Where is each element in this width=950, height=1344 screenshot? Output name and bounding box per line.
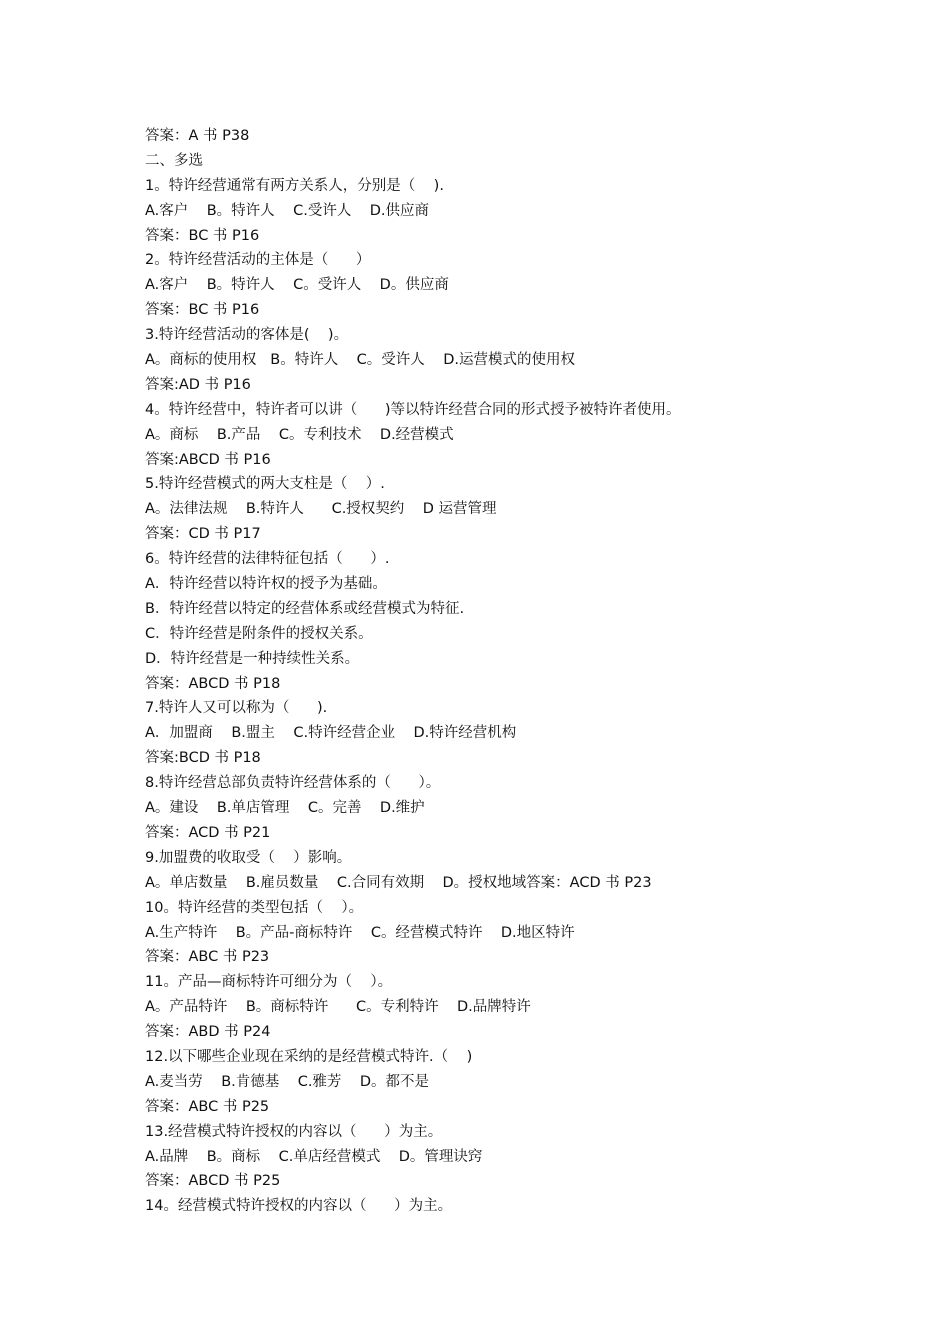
question-line: 1。特许经营通常有两方关系人，分别是（ ). — [145, 177, 444, 194]
answer-line: 答案：A 书 P38 — [145, 128, 250, 144]
answer-line: 答案：BC 书 P16 — [145, 227, 260, 244]
options-line: A.客户 B。特许人 C。受许人 D。供应商 — [145, 277, 449, 294]
question-line: 4。特许经营中，特许者可以讲（ )等以特许经营合同的形式授予被特许者使用。 — [145, 401, 681, 418]
options-line: A。建设 B.单店管理 C。完善 D.维护 — [145, 800, 425, 817]
question-line: 13.经营模式特许授权的内容以（ ）为主。 — [145, 1123, 443, 1140]
question-line: 10。特许经营的类型包括（ ）。 — [145, 899, 364, 916]
option-line: D．特许经营是一种持续性关系。 — [145, 650, 360, 667]
options-line: A.麦当劳 B.肯德基 C.雅芳 D。都不是 — [145, 1073, 430, 1090]
options-line: A.生产特许 B。产品-商标特许 C。经营模式特许 D.地区特许 — [145, 924, 575, 941]
options-line: A。商标的使用权 B。特许人 C。受许人 D.运营模式的使用权 — [145, 352, 575, 369]
question-line: 11。产品—商标特许可细分为（ ）。 — [145, 974, 393, 991]
answer-line: 答案：ABC 书 P25 — [145, 1098, 270, 1115]
options-line: A．加盟商 B.盟主 C.特许经营企业 D.特许经营机构 — [145, 725, 517, 742]
question-line: 14。经营模式特许授权的内容以（ ）为主。 — [145, 1198, 453, 1215]
answer-line: 答案：ABCD 书 P25 — [145, 1173, 281, 1190]
answer-line: 答案:BCD 书 P18 — [145, 750, 261, 767]
question-line: 12.以下哪些企业现在采纳的是经营模式特许.（ ) — [145, 1048, 473, 1065]
options-line: A。单店数量 B.雇员数量 C.合同有效期 D。授权地域答案：ACD 书 P23 — [145, 874, 652, 891]
answer-line: 答案：ABD 书 P24 — [145, 1024, 271, 1041]
answer-line: 答案:AD 书 P16 — [145, 376, 251, 393]
section-heading: 二、多选 — [145, 152, 203, 169]
document-body — [145, 124, 905, 1219]
answer-line: 答案：ABC 书 P23 — [145, 949, 270, 966]
option-line: C．特许经营是附条件的授权关系。 — [145, 625, 373, 642]
answer-line: 答案：BC 书 P16 — [145, 302, 260, 319]
options-line: A。商标 B.产品 C。专利技术 D.经营模式 — [145, 426, 454, 443]
question-line: 7.特许人又可以称为（ ). — [145, 700, 328, 717]
options-line: A。法律法规 B.特许人 C.授权契约 D 运营管理 — [145, 501, 497, 518]
question-line: 2。特许经营活动的主体是（ ） — [145, 252, 371, 269]
answer-line: 答案：ABCD 书 P18 — [145, 675, 281, 692]
question-line: 5.特许经营模式的两大支柱是（ ）. — [145, 476, 385, 493]
answer-line: 答案：CD 书 P17 — [145, 526, 261, 543]
question-line: 9.加盟费的收取受（ ）影响。 — [145, 849, 352, 866]
options-line: A.客户 B。特许人 C.受许人 D.供应商 — [145, 202, 430, 219]
answer-line: 答案：ACD 书 P21 — [145, 824, 271, 841]
question-line: 3.特许经营活动的客体是( )。 — [145, 327, 349, 344]
option-line: B．特许经营以特定的经营体系或经营模式为特征. — [145, 600, 465, 617]
answer-line: 答案:ABCD 书 P16 — [145, 451, 271, 468]
options-line: A。产品特许 B。商标特许 C。专利特许 D.品牌特许 — [145, 999, 531, 1016]
question-line: 6。特许经营的法律特征包括（ ）. — [145, 551, 390, 568]
options-line: A.品牌 B。商标 C.单店经营模式 D。管理诀窍 — [145, 1148, 483, 1165]
question-line: 8.特许经营总部负责特许经营体系的（ ）。 — [145, 775, 441, 792]
option-line: A．特许经营以特许权的授予为基础。 — [145, 576, 387, 593]
